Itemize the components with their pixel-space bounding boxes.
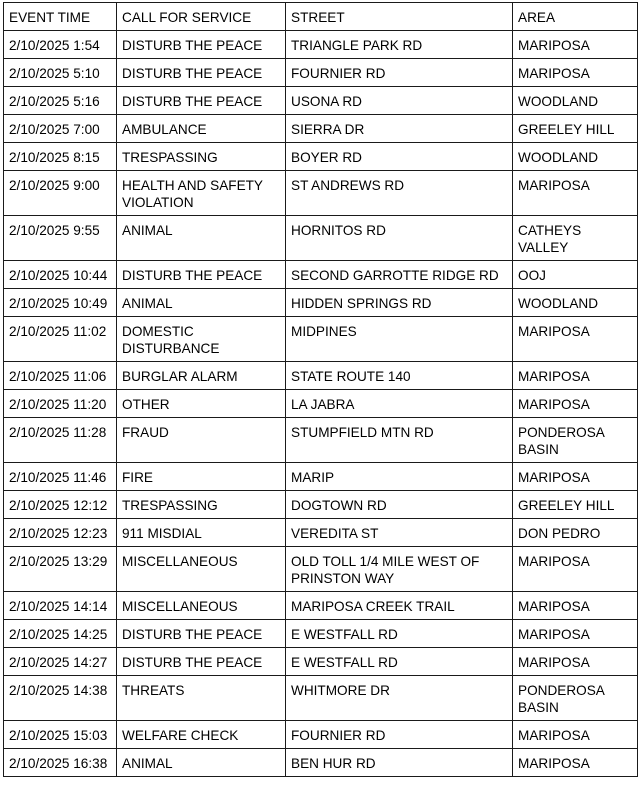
cell-street: WHITMORE DR [286,676,513,721]
table-row [4,317,638,362]
cell-event-time: 2/10/2025 14:14 [4,592,117,620]
cell-event-time: 2/10/2025 14:27 [4,648,117,676]
cell-event-time: 2/10/2025 15:03 [4,721,117,749]
cell-street: TRIANGLE PARK RD [286,31,513,59]
cell-area: MARIPOSA [513,463,638,491]
cell-area: PONDEROSA BASIN [513,676,638,721]
cell-area: MARIPOSA [513,749,638,777]
cell-street: BEN HUR RD [286,749,513,777]
cell-event-time: 2/10/2025 10:49 [4,289,117,317]
cell-area: MARIPOSA [513,362,638,390]
cell-event-time: 2/10/2025 16:38 [4,749,117,777]
cell-call-for-service: FIRE [117,463,286,491]
cell-street: HIDDEN SPRINGS RD [286,289,513,317]
cell-area: WOODLAND [513,87,638,115]
table-row [4,171,638,216]
cell-area: MARIPOSA [513,648,638,676]
cell-event-time: 2/10/2025 14:38 [4,676,117,721]
cell-street: STATE ROUTE 140 [286,362,513,390]
cell-street: ST ANDREWS RD [286,171,513,216]
cell-event-time: 2/10/2025 11:46 [4,463,117,491]
header-row [4,3,638,31]
table-row [4,491,638,519]
cell-street: STUMPFIELD MTN RD [286,418,513,463]
header-street: STREET [286,3,513,31]
cell-event-time: 2/10/2025 11:06 [4,362,117,390]
cell-call-for-service: HEALTH AND SAFETY VIOLATION [117,171,286,216]
table-row [4,547,638,592]
cell-street: E WESTFALL RD [286,620,513,648]
cell-street: FOURNIER RD [286,59,513,87]
cell-call-for-service: DISTURB THE PEACE [117,59,286,87]
cell-area: MARIPOSA [513,620,638,648]
table-row [4,390,638,418]
cell-event-time: 2/10/2025 11:20 [4,390,117,418]
header-call-for-service: CALL FOR SERVICE [117,3,286,31]
cell-call-for-service: DISTURB THE PEACE [117,87,286,115]
table-row [4,289,638,317]
cell-street: HORNITOS RD [286,216,513,261]
cell-street: USONA RD [286,87,513,115]
cell-street: OLD TOLL 1/4 MILE WEST OF PRINSTON WAY [286,547,513,592]
cell-call-for-service: MISCELLANEOUS [117,592,286,620]
cell-area: MARIPOSA [513,171,638,216]
cell-area: MARIPOSA [513,59,638,87]
cell-street: E WESTFALL RD [286,648,513,676]
table-row [4,749,638,777]
cell-call-for-service: AMBULANCE [117,115,286,143]
cell-event-time: 2/10/2025 7:00 [4,115,117,143]
table-row [4,648,638,676]
cell-call-for-service: THREATS [117,676,286,721]
table-row [4,216,638,261]
cell-call-for-service: ANIMAL [117,749,286,777]
cell-call-for-service: DOMESTIC DISTURBANCE [117,317,286,362]
cell-call-for-service: TRESPASSING [117,143,286,171]
header-event-time: EVENT TIME [4,3,117,31]
table-row [4,592,638,620]
call-log-table [3,2,638,777]
cell-street: SIERRA DR [286,115,513,143]
table-row [4,31,638,59]
cell-area: MARIPOSA [513,390,638,418]
cell-call-for-service: DISTURB THE PEACE [117,261,286,289]
cell-event-time: 2/10/2025 10:44 [4,261,117,289]
cell-street: LA JABRA [286,390,513,418]
table-row [4,676,638,721]
cell-area: GREELEY HILL [513,491,638,519]
cell-area: MARIPOSA [513,547,638,592]
cell-event-time: 2/10/2025 8:15 [4,143,117,171]
cell-event-time: 2/10/2025 12:12 [4,491,117,519]
table-row [4,143,638,171]
cell-street: FOURNIER RD [286,721,513,749]
cell-street: BOYER RD [286,143,513,171]
header-area: AREA [513,3,638,31]
cell-area: WOODLAND [513,289,638,317]
table-row [4,721,638,749]
table-row [4,463,638,491]
cell-call-for-service: WELFARE CHECK [117,721,286,749]
table-body [4,31,638,777]
table-row [4,87,638,115]
cell-street: VEREDITA ST [286,519,513,547]
cell-street: MARIP [286,463,513,491]
cell-area: GREELEY HILL [513,115,638,143]
table-row [4,620,638,648]
cell-event-time: 2/10/2025 9:55 [4,216,117,261]
table-row [4,418,638,463]
table-row [4,519,638,547]
cell-call-for-service: FRAUD [117,418,286,463]
table-header [4,3,638,31]
cell-call-for-service: BURGLAR ALARM [117,362,286,390]
table-row [4,261,638,289]
cell-event-time: 2/10/2025 14:25 [4,620,117,648]
cell-area: PONDEROSA BASIN [513,418,638,463]
cell-area: MARIPOSA [513,721,638,749]
cell-event-time: 2/10/2025 5:16 [4,87,117,115]
table-row [4,362,638,390]
cell-event-time: 2/10/2025 1:54 [4,31,117,59]
cell-call-for-service: MISCELLANEOUS [117,547,286,592]
cell-street: DOGTOWN RD [286,491,513,519]
cell-area: OOJ [513,261,638,289]
table-row [4,115,638,143]
cell-area: MARIPOSA [513,317,638,362]
cell-event-time: 2/10/2025 13:29 [4,547,117,592]
cell-call-for-service: ANIMAL [117,216,286,261]
cell-street: MIDPINES [286,317,513,362]
cell-call-for-service: 911 MISDIAL [117,519,286,547]
cell-area: CATHEYS VALLEY [513,216,638,261]
cell-call-for-service: TRESPASSING [117,491,286,519]
cell-call-for-service: ANIMAL [117,289,286,317]
cell-area: MARIPOSA [513,592,638,620]
cell-call-for-service: DISTURB THE PEACE [117,31,286,59]
cell-street: MARIPOSA CREEK TRAIL [286,592,513,620]
cell-event-time: 2/10/2025 12:23 [4,519,117,547]
cell-call-for-service: OTHER [117,390,286,418]
cell-event-time: 2/10/2025 11:02 [4,317,117,362]
cell-event-time: 2/10/2025 11:28 [4,418,117,463]
cell-area: DON PEDRO [513,519,638,547]
cell-street: SECOND GARROTTE RIDGE RD [286,261,513,289]
cell-event-time: 2/10/2025 9:00 [4,171,117,216]
cell-call-for-service: DISTURB THE PEACE [117,620,286,648]
cell-area: WOODLAND [513,143,638,171]
cell-event-time: 2/10/2025 5:10 [4,59,117,87]
cell-call-for-service: DISTURB THE PEACE [117,648,286,676]
cell-area: MARIPOSA [513,31,638,59]
table-row [4,59,638,87]
